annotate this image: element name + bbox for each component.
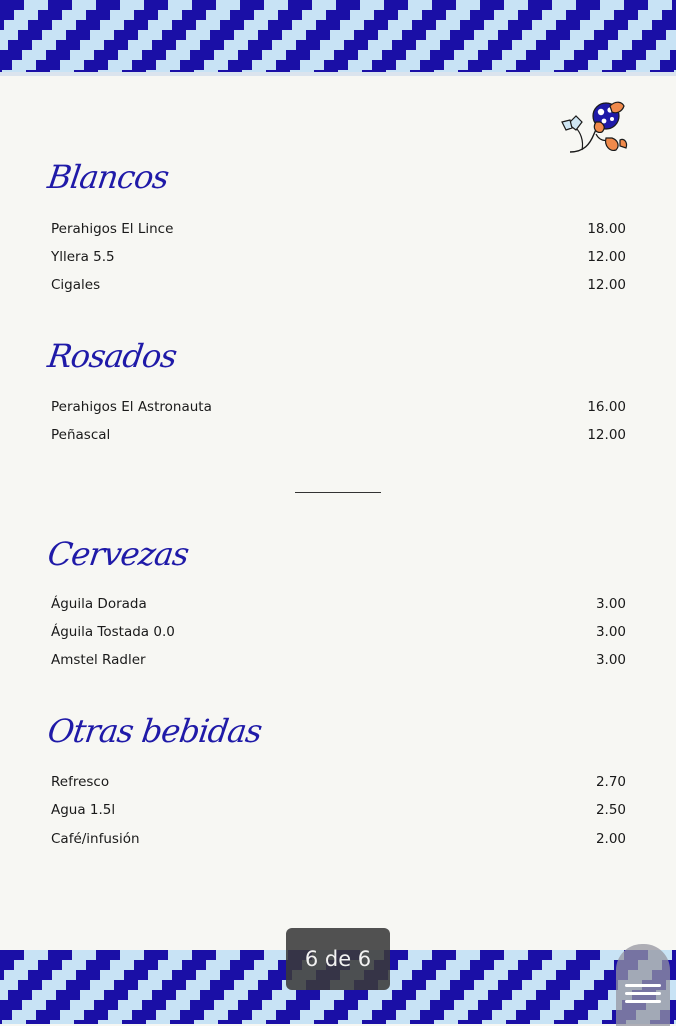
menu-item [51, 620, 626, 644]
item-price: 3.00 [595, 652, 626, 668]
item-price: 18.00 [587, 221, 626, 237]
menu-item [51, 770, 626, 794]
item-name: Agua 1.5l [51, 802, 116, 818]
menu-item [51, 423, 626, 447]
item-price: 3.00 [595, 596, 626, 612]
item-name: Águila Dorada [51, 596, 147, 612]
item-price: 12.00 [587, 249, 626, 265]
item-price: 16.00 [587, 399, 626, 415]
flower-icon [560, 94, 632, 160]
item-name: Perahigos El Lince [51, 221, 174, 237]
menu-item [51, 648, 626, 672]
page-indicator: 6 de 6 [286, 928, 390, 990]
item-price: 12.00 [587, 427, 626, 443]
item-name: Águila Tostada 0.0 [51, 624, 175, 640]
menu-item [51, 798, 626, 822]
section-title-rosados: Rosados [45, 337, 179, 375]
item-price: 12.00 [587, 277, 626, 293]
item-name: Perahigos El Astronauta [51, 399, 212, 415]
item-price: 2.70 [595, 774, 626, 790]
item-name: Cigales [51, 277, 101, 293]
menu-item [51, 395, 626, 419]
item-name: Amstel Radler [51, 652, 146, 668]
section-title-otras-bebidas: Otras bebidas [45, 712, 264, 750]
menu-button[interactable] [616, 944, 670, 1026]
item-name: Café/infusión [51, 831, 140, 847]
item-name: Refresco [51, 774, 110, 790]
item-price: 3.00 [595, 624, 626, 640]
menu-item [51, 592, 626, 616]
section-title-blancos: Blancos [45, 158, 171, 196]
tile-pattern [0, 0, 676, 72]
menu-item [51, 273, 626, 297]
menu-item [51, 245, 626, 269]
menu-item [51, 217, 626, 241]
top-decorative-band [0, 0, 676, 76]
item-name: Peñascal [51, 427, 111, 443]
section-title-cervezas: Cervezas [45, 535, 191, 573]
item-price: 2.00 [595, 831, 626, 847]
item-name: Yllera 5.5 [51, 249, 115, 265]
section-divider [295, 492, 381, 493]
menu-item [51, 827, 626, 851]
item-price: 2.50 [595, 802, 626, 818]
